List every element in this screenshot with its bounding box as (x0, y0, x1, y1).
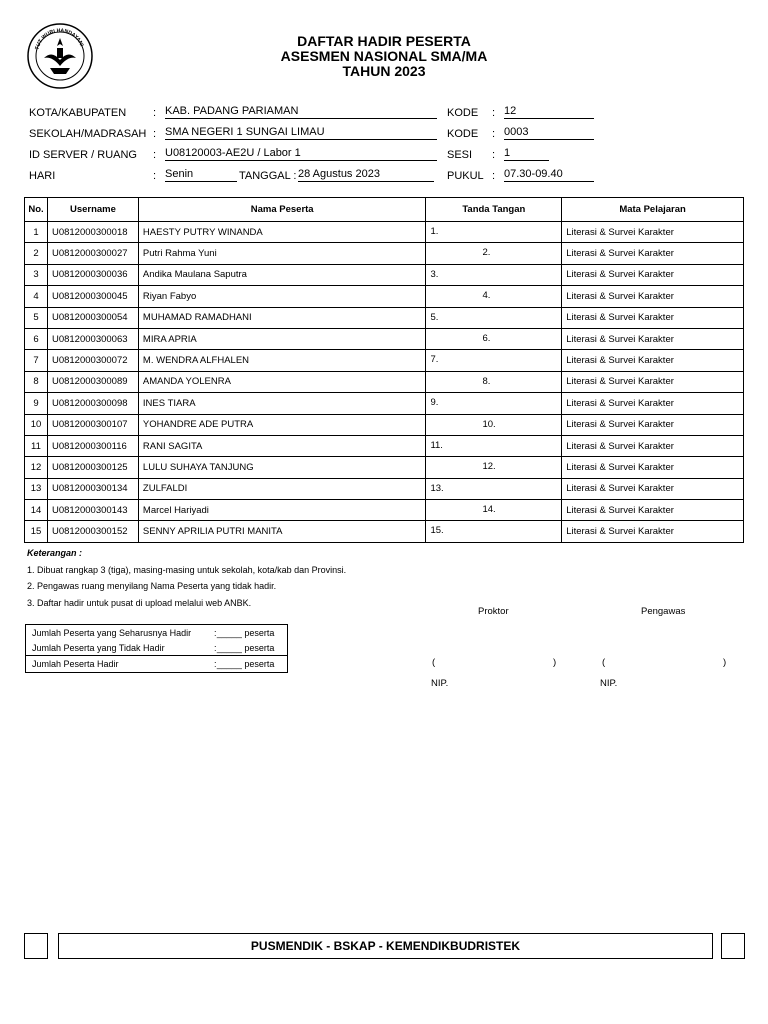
signature-number: 15. (430, 525, 444, 537)
cell-no: 9 (25, 393, 48, 414)
table-row (25, 457, 744, 478)
cell-username: U0812000300072 (47, 350, 138, 371)
cell-nama-peserta: HAESTY PUTRY WINANDA (138, 222, 426, 243)
cell-no: 14 (25, 500, 48, 521)
proktor-title: Proktor (478, 606, 509, 617)
summary-row (26, 625, 288, 641)
colon: : (153, 128, 157, 140)
header-nama: Nama Peserta (138, 198, 426, 222)
header-no: No. (25, 198, 48, 222)
cell-no: 8 (25, 371, 48, 392)
table-row (25, 435, 744, 456)
cell-tanda-tangan[interactable] (426, 264, 562, 285)
cell-nama-peserta: M. WENDRA ALFHALEN (138, 350, 426, 371)
cell-tanda-tangan[interactable] (426, 243, 562, 264)
cell-mata-pelajaran: Literasi & Survei Karakter (562, 350, 744, 371)
cell-nama-peserta: LULU SUHAYA TANJUNG (138, 457, 426, 478)
summary-colon: : (214, 625, 217, 641)
cell-nama-peserta: ZULFALDI (138, 478, 426, 499)
cell-no: 11 (25, 435, 48, 456)
cell-username: U0812000300089 (47, 371, 138, 392)
kode1-value: 12 (504, 105, 594, 119)
signature-number: 9. (430, 397, 439, 409)
summary-blank: _____ (216, 627, 242, 638)
cell-mata-pelajaran: Literasi & Survei Karakter (562, 328, 744, 349)
logo-text: TUT WURI HANDAYANI (34, 27, 85, 51)
summary-row (26, 640, 288, 656)
cell-nama-peserta: Marcel Hariyadi (138, 500, 426, 521)
colon: : (153, 107, 157, 119)
cell-username: U0812000300143 (47, 500, 138, 521)
tanggal-value: 28 Agustus 2023 (298, 168, 434, 182)
summary-colon: : (214, 640, 217, 656)
cell-username: U0812000300116 (47, 435, 138, 456)
header-username: Username (47, 198, 138, 222)
table-row (25, 371, 744, 392)
kode2-value: 0003 (504, 126, 594, 140)
header-mata-pelajaran: Mata Pelajaran (562, 198, 744, 222)
footer-left-box (24, 933, 48, 959)
table-row (25, 393, 744, 414)
title-line-3: TAHUN 2023 (342, 63, 426, 79)
pukul-label: PUKUL (447, 170, 484, 182)
cell-nama-peserta: Putri Rahma Yuni (138, 243, 426, 264)
cell-username: U0812000300125 (47, 457, 138, 478)
colon: : (153, 170, 157, 182)
signature-number: 4. (482, 290, 491, 302)
table-row (25, 243, 744, 264)
cell-tanda-tangan[interactable] (426, 307, 562, 328)
table-row (25, 264, 744, 285)
pengawas-paren-close: ) (723, 657, 727, 668)
signature-number: 10. (482, 418, 496, 430)
cell-nama-peserta: INES TIARA (138, 393, 426, 414)
cell-mata-pelajaran: Literasi & Survei Karakter (562, 435, 744, 456)
cell-username: U0812000300152 (47, 521, 138, 542)
pengawas-paren-open: ( (602, 657, 606, 668)
cell-nama-peserta: Riyan Fabyo (138, 286, 426, 307)
summary-unit: peserta (244, 659, 275, 669)
cell-tanda-tangan[interactable] (426, 350, 562, 371)
cell-no: 10 (25, 414, 48, 435)
cell-no: 7 (25, 350, 48, 371)
cell-mata-pelajaran: Literasi & Survei Karakter (562, 521, 744, 542)
cell-no: 1 (25, 222, 48, 243)
footer-right-box (721, 933, 745, 959)
pengawas-nip: NIP. (600, 678, 618, 689)
notes (27, 545, 346, 611)
cell-no: 13 (25, 478, 48, 499)
signature-number: 2. (482, 247, 491, 259)
summary-blank: _____ (216, 642, 242, 653)
cell-tanda-tangan[interactable] (426, 478, 562, 499)
table-row (25, 478, 744, 499)
sesi-value: 1 (504, 147, 549, 161)
table-row (25, 500, 744, 521)
cell-tanda-tangan[interactable] (426, 457, 562, 478)
cell-tanda-tangan[interactable] (426, 435, 562, 456)
table-header-row (25, 198, 744, 222)
cell-tanda-tangan[interactable] (426, 222, 562, 243)
summary-label: Jumlah Peserta yang Tidak Hadir (26, 640, 214, 656)
cell-no: 15 (25, 521, 48, 542)
colon: : (492, 107, 496, 119)
cell-nama-peserta: SENNY APRILIA PUTRI MANITA (138, 521, 426, 542)
cell-username: U0812000300027 (47, 243, 138, 264)
summary-label: Jumlah Peserta Hadir (26, 656, 214, 673)
cell-no: 4 (25, 286, 48, 307)
cell-nama-peserta: MUHAMAD RAMADHANI (138, 307, 426, 328)
cell-mata-pelajaran: Literasi & Survei Karakter (562, 500, 744, 521)
cell-mata-pelajaran: Literasi & Survei Karakter (562, 393, 744, 414)
signature-number: 3. (430, 268, 439, 280)
signature-number: 8. (482, 375, 491, 387)
table-row (25, 222, 744, 243)
footer-text: PUSMENDIK - BSKAP - KEMENDIKBUDRISTEK (58, 933, 713, 959)
colon: : (492, 128, 496, 140)
colon: : (492, 149, 496, 161)
summary-row (26, 656, 288, 673)
cell-mata-pelajaran: Literasi & Survei Karakter (562, 478, 744, 499)
signature-number: 12. (482, 461, 496, 473)
sesi-label: SESI (447, 149, 473, 161)
cell-no: 2 (25, 243, 48, 264)
kota-value: KAB. PADANG PARIAMAN (165, 105, 437, 119)
note-item: 2. Pengawas ruang menyilang Nama Peserta yang tidak hadir. (27, 581, 277, 591)
table-row (25, 286, 744, 307)
summary-unit: peserta (244, 642, 275, 653)
cell-tanda-tangan[interactable] (426, 371, 562, 392)
header-tanda-tangan: Tanda Tangan (426, 198, 562, 222)
cell-mata-pelajaran: Literasi & Survei Karakter (562, 286, 744, 307)
cell-tanda-tangan[interactable] (426, 521, 562, 542)
cell-mata-pelajaran: Literasi & Survei Karakter (562, 222, 744, 243)
signature-number: 1. (430, 226, 439, 237)
kota-label: KOTA/KABUPATEN (29, 107, 127, 119)
cell-tanda-tangan[interactable] (426, 328, 562, 349)
summary-blank: _____ (216, 659, 242, 669)
pengawas-title: Pengawas (641, 606, 686, 617)
signature-number: 11. (430, 439, 443, 451)
cell-username: U0812000300107 (47, 414, 138, 435)
hari-label: HARI (29, 170, 56, 182)
summary-label: Jumlah Peserta yang Seharusnya Hadir (26, 625, 214, 641)
cell-tanda-tangan[interactable] (426, 286, 562, 307)
pukul-value: 07.30-09.40 (504, 168, 594, 182)
title-line-1: DAFTAR HADIR PESERTA (297, 33, 471, 49)
cell-mata-pelajaran: Literasi & Survei Karakter (562, 457, 744, 478)
cell-tanda-tangan[interactable] (426, 500, 562, 521)
sekolah-value: SMA NEGERI 1 SUNGAI LIMAU (165, 126, 437, 140)
cell-tanda-tangan[interactable] (426, 414, 562, 435)
cell-no: 6 (25, 328, 48, 349)
cell-mata-pelajaran: Literasi & Survei Karakter (562, 414, 744, 435)
signature-number: 13. (430, 482, 444, 494)
cell-no: 5 (25, 307, 48, 328)
proktor-nip: NIP. (431, 678, 449, 689)
server-value: U08120003-AE2U / Labor 1 (165, 147, 437, 161)
cell-mata-pelajaran: Literasi & Survei Karakter (562, 371, 744, 392)
cell-nama-peserta: YOHANDRE ADE PUTRA (138, 414, 426, 435)
kode2-label: KODE (447, 128, 479, 140)
server-label: ID SERVER / RUANG (29, 149, 137, 161)
cell-no: 3 (25, 264, 48, 285)
cell-username: U0812000300098 (47, 393, 138, 414)
signature-number: 7. (430, 354, 439, 366)
cell-username: U0812000300045 (47, 286, 138, 307)
hari-value: Senin (165, 168, 237, 182)
cell-username: U0812000300018 (47, 222, 138, 243)
cell-username: U0812000300054 (47, 307, 138, 328)
tanggal-label: TANGGAL : (239, 170, 297, 182)
kode1-label: KODE (447, 107, 479, 119)
cell-username: U0812000300036 (47, 264, 138, 285)
cell-username: U0812000300063 (47, 328, 138, 349)
notes-heading: Keterangan : (27, 548, 83, 558)
cell-tanda-tangan[interactable] (426, 393, 562, 414)
summary-unit: peserta (244, 627, 275, 638)
cell-nama-peserta: AMANDA YOLENRA (138, 371, 426, 392)
note-item: 1. Dibuat rangkap 3 (tiga), masing-masing untuk sekolah, kota/kab dan Provinsi. (27, 564, 347, 575)
info-block (0, 0, 768, 190)
cell-nama-peserta: Andika Maulana Saputra (138, 264, 426, 285)
cell-no: 12 (25, 457, 48, 478)
cell-mata-pelajaran: Literasi & Survei Karakter (562, 264, 744, 285)
signature-number: 14. (482, 504, 496, 516)
table-row (25, 350, 744, 371)
cell-nama-peserta: MIRA APRIA (138, 328, 426, 349)
cell-nama-peserta: RANI SAGITA (138, 435, 426, 456)
table-row (25, 328, 744, 349)
table-row (25, 521, 744, 542)
colon: : (153, 149, 157, 161)
note-item: 3. Daftar hadir untuk pusat di upload melalui web ANBK. (27, 597, 252, 608)
attendance-table (24, 197, 744, 543)
proktor-paren-open: ( (432, 657, 436, 668)
summary-table (25, 624, 288, 673)
colon: : (492, 170, 496, 182)
summary-colon: : (214, 656, 217, 673)
signature-number: 6. (482, 332, 491, 344)
cell-mata-pelajaran: Literasi & Survei Karakter (562, 307, 744, 328)
cell-mata-pelajaran: Literasi & Survei Karakter (562, 243, 744, 264)
signature-number: 5. (430, 311, 439, 323)
proktor-paren-close: ) (553, 657, 557, 668)
cell-username: U0812000300134 (47, 478, 138, 499)
table-row (25, 414, 744, 435)
table-row (25, 307, 744, 328)
title-line-2: ASESMEN NASIONAL SMA/MA (280, 48, 488, 64)
sekolah-label: SEKOLAH/MADRASAH (29, 128, 147, 140)
